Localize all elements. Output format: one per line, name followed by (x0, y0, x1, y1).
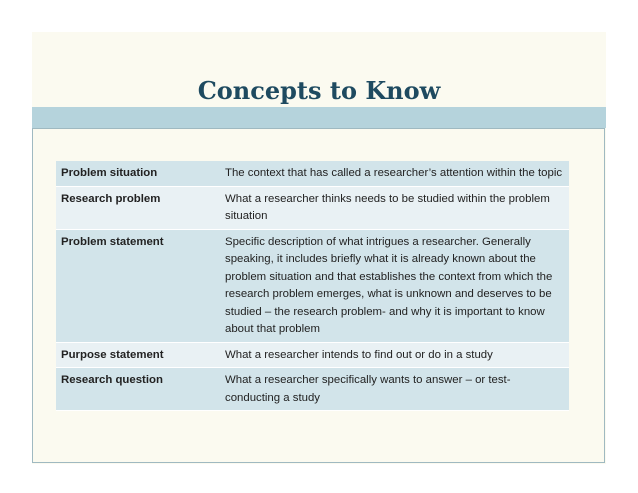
term-cell: Problem situation (56, 161, 220, 186)
definition-cell: What a researcher intends to find out or do in a study (220, 342, 569, 368)
table-row (56, 368, 569, 411)
table-row (56, 229, 569, 342)
table-row (56, 342, 569, 368)
title-band (32, 107, 606, 128)
slide (32, 32, 606, 464)
slide-title: Concepts to Know (197, 76, 441, 105)
term-cell: Problem statement (56, 229, 220, 342)
term-cell: Research problem (56, 186, 220, 229)
table-row (56, 161, 569, 186)
term-cell: Research question (56, 368, 220, 411)
content-panel (32, 128, 605, 463)
definition-cell: The context that has called a researcher’s attention within the topic (220, 161, 569, 186)
concepts-table (56, 161, 569, 411)
definition-cell: Specific description of what intrigues a researcher. Generally speaking, it includes briefly what it is already known about the problem situation and that establishes the context from which the research problem emerges, what is unknown and deserves to be studied – the research problem- and why it is important to know about that problem (220, 229, 569, 342)
term-cell: Purpose statement (56, 342, 220, 368)
definition-cell: What a researcher thinks needs to be studied within the problem situation (220, 186, 569, 229)
definition-cell: What a researcher specifically wants to answer – or test-conducting a study (220, 368, 569, 411)
table-row (56, 186, 569, 229)
